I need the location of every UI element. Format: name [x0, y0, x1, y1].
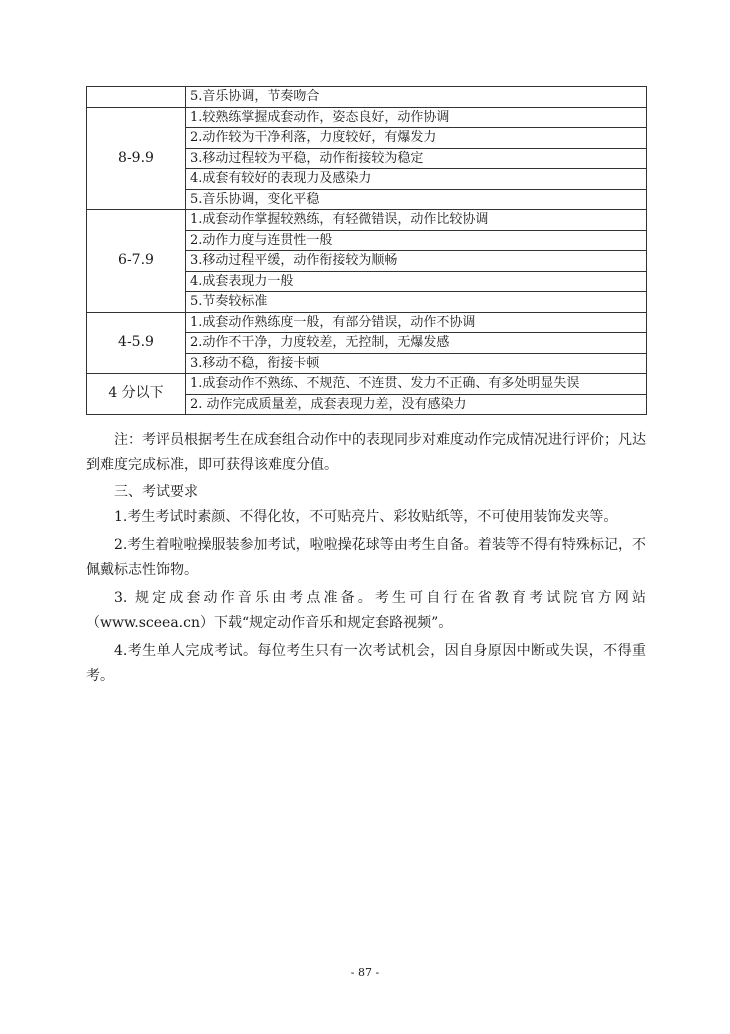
page-number: - 87 -	[350, 966, 380, 979]
table-row	[87, 312, 647, 333]
criterion-cell: 3.移动过程较为平稳，动作衔接较为稳定	[186, 148, 647, 169]
section-heading: 三、考试要求	[114, 484, 198, 500]
criterion-cell: 2.动作不干净，力度较差，无控制，无爆发感	[186, 333, 647, 354]
table-row	[87, 210, 647, 231]
criterion-cell: 4.成套表现力一般	[186, 271, 647, 292]
table-row	[87, 107, 647, 128]
table-row	[87, 374, 647, 395]
requirement-item: 1.考生考试时素颜、不得化妆，不可贴亮片、彩妆贴纸等，不可使用装饰发夹等。	[114, 509, 618, 525]
criterion-cell: 1.成套动作掌握较熟练，有轻微错误，动作比较协调	[186, 210, 647, 231]
criterion-cell: 5.节奏较标准	[186, 292, 647, 313]
score-range-cell: 4-5.9	[87, 312, 186, 374]
requirement-item: 4.考生单人完成考试。每位考生只有一次考试机会，因自身原因中断或失误，不得重考。	[86, 643, 646, 684]
requirement-item: 2.考生着啦啦操服装参加考试，啦啦操花球等由考生自备。着装等不得有特殊标记，不佩戴标志性饰物。	[86, 537, 646, 578]
criterion-cell: 3.移动不稳，衔接卡顿	[186, 353, 647, 374]
criterion-cell: 2.动作较为干净利落，力度较好，有爆发力	[186, 128, 647, 149]
criterion-cell: 3.移动过程平缓，动作衔接较为顺畅	[186, 251, 647, 272]
score-range-cell: 6-7.9	[87, 210, 186, 313]
criterion-cell: 4.成套有较好的表现力及感染力	[186, 169, 647, 190]
criterion-cell: 5.音乐协调，节奏吻合	[186, 87, 647, 108]
criterion-cell: 2. 动作完成质量差，成套表现力差，没有感染力	[186, 394, 647, 415]
evaluation-note: 注：考评员根据考生在成套组合动作中的表现同步对难度动作完成情况进行评价；凡达到难度完成标准，即可获得该难度分值。	[86, 432, 646, 473]
table-row	[87, 87, 647, 108]
score-range-cell: 4 分以下	[87, 374, 186, 415]
scoring-table	[86, 86, 647, 415]
criterion-cell: 1.成套动作熟练度一般，有部分错误，动作不协调	[186, 312, 647, 333]
score-range-cell: 8-9.9	[87, 107, 186, 210]
criterion-cell: 2.动作力度与连贯性一般	[186, 230, 647, 251]
criterion-cell: 1.成套动作不熟练、不规范、不连贯、发力不正确、有多处明显失误	[186, 374, 647, 395]
requirement-item: 3. 规定成套动作音乐由考点准备。考生可自行在省教育考试院官方网站（www.sceea.cn）下载“规定动作音乐和规定套路视频”。	[86, 590, 646, 631]
criterion-cell: 1.较熟练掌握成套动作，姿态良好，动作协调	[186, 107, 647, 128]
score-range-cell	[87, 87, 186, 108]
criterion-cell: 5.音乐协调，变化平稳	[186, 189, 647, 210]
